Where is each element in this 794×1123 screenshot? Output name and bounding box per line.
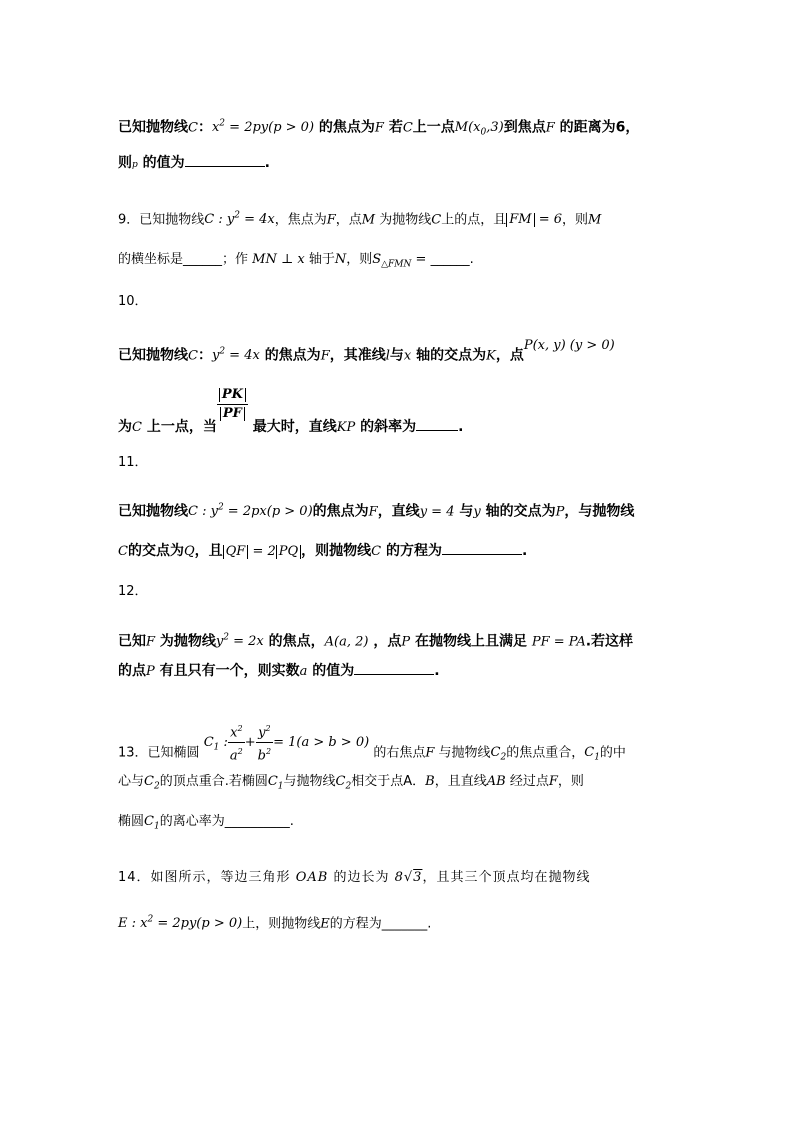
math: + [244,735,256,751]
text: 的边长为 [333,870,390,885]
math: C [118,544,128,559]
text: 上，则抛物线 [242,916,321,932]
math: FM = 6 [506,212,562,227]
text: 相交于点A． [351,774,426,789]
text: 椭圆 [118,814,145,829]
text: 在抛物线上且满足 [414,633,527,650]
text: ，点 [335,212,362,228]
text: 已知抛物线 [118,503,188,520]
math-fraction: $\frac{x^2}{a^2}$ [228,720,245,766]
text: 的焦点重合， [506,745,585,761]
text: 已知抛物线 [118,119,188,136]
text: 的离心率为__________. [159,814,294,829]
text: ，则 [557,774,584,789]
math-F: F [374,120,384,136]
answer-blank[interactable] [442,540,522,555]
answer-blank[interactable] [354,660,434,675]
math: K [486,348,496,364]
text: 有且只有一个，则实数 [159,663,300,679]
text: 的距离为6， [559,119,640,136]
text: 的横坐标是______；作 [118,252,249,267]
text: 的点 [118,663,146,679]
text: ，与抛物线 [564,503,635,520]
p11-line2 [118,540,527,562]
answer-blank[interactable] [185,152,265,167]
text: ，点 [373,633,402,650]
math: C [132,419,142,435]
text: . [434,663,440,679]
text: 的右焦点 [373,745,426,761]
math: $C_1$ [267,774,284,792]
math: F [548,774,558,789]
math: C : $y^2 = 2px(p > 0)$ [188,503,313,520]
math: E : $x^2 = 2py(p > 0)$ [118,915,243,932]
text: ： [197,347,212,364]
text: 的方程为 [385,543,442,559]
math: PF = PA [531,634,586,650]
text: ______. [430,252,474,267]
math-p: p [132,160,138,170]
math-F: F [545,120,555,136]
math: 8√3 [394,870,423,885]
p12-line2 [118,660,440,682]
math-C: C [402,120,413,136]
text: 为抛物线 [379,212,432,228]
text: 的中 [599,745,626,761]
math: P [555,504,565,520]
text: ，则抛物线 [301,543,372,559]
text: ，且直线 [434,774,487,789]
text: 轴的交点为 [485,503,556,520]
text: 12． [118,584,148,599]
p10-number [118,292,148,312]
math: $y^2 = 2x$ [215,633,264,650]
p8-line1 [118,114,639,143]
p9-line1 [118,206,601,230]
text: 经过点 [509,774,549,789]
text: 与 [389,347,404,364]
text: ，且 [194,543,223,559]
math: C [188,348,198,364]
text: ，直线 [377,503,420,520]
math: P [146,664,155,679]
text: . [264,155,270,171]
text: 13．已知椭圆 [118,745,200,761]
text: 则 [118,155,132,171]
text: 的焦点为 [318,119,375,136]
p14-line2 [118,910,431,934]
math: F [326,212,336,228]
text: 最大时，直线 [252,418,337,435]
text: 为 [118,418,132,435]
math: B [425,774,435,789]
math: l [385,348,390,364]
math: $C_2$ [335,774,352,792]
p11-number [118,453,148,473]
math: y = 4 [419,504,455,520]
text: 14．如图所示，等边三角形 [118,870,291,885]
text: 的焦点为 [312,503,369,520]
text: 为抛物线 [159,633,216,650]
math: x [403,348,412,364]
p10-line2 [118,376,464,435]
math: F [368,504,378,520]
text: 的焦点， [268,633,325,650]
text: ，则 [346,252,373,267]
p12-number [118,582,148,602]
math: M [588,212,602,228]
math: MN ⊥ x [252,252,305,267]
math: Q [183,544,195,559]
math: $S_{\triangle FMN}$ = [372,252,427,270]
text: 上一点 [412,119,455,136]
text: 的值为 [142,155,185,171]
text: 轴于 [308,252,335,267]
p13-line3 [118,812,294,837]
math: P(x, y) (y > 0) [523,338,615,354]
text: 的焦点为 [264,347,321,364]
math: A(a, 2) [324,634,369,650]
text: ，则 [562,212,589,228]
p12-line1 [118,628,633,652]
text: 与 [459,503,474,520]
math: F [425,745,435,761]
text: 与抛物线 [283,774,336,789]
math: QF = 2 PQ [223,544,302,559]
p14-line1 [118,868,590,888]
text: 的方程为_______. [329,916,432,932]
math: $y^2 = 4x$ [211,347,260,364]
math: C [371,544,382,559]
math: E [320,916,330,932]
p8-line2 [118,152,270,175]
text: ，其准线 [329,347,386,364]
text: 已知抛物线 [118,347,188,364]
math: F [320,348,330,364]
answer-blank[interactable] [416,416,458,431]
math: F [146,634,156,650]
math: $C_1$ [584,745,600,763]
math-fraction: $\frac{PK}{PF}$ [217,386,248,423]
text: 的值为 [312,663,355,679]
text: 心与 [118,774,145,789]
math: y [473,504,481,520]
p10-line1 [118,338,615,366]
p13-line2 [118,772,584,797]
p11-line1 [118,498,634,522]
text: 与抛物线 [438,745,491,761]
text: 11． [118,455,148,470]
math-M: $M(x_0,3)$ [454,120,504,138]
math: C [431,212,442,228]
text: ，点 [495,347,524,364]
text: 上一点，当 [146,418,217,435]
text: 上的点，且 [441,212,507,228]
text: . [521,543,528,559]
text: . [458,418,464,435]
p13-line1 [118,724,626,776]
text: 10． [118,294,148,309]
text: 的斜率为 [360,418,417,435]
text: 轴的交点为 [416,347,487,364]
text: 已知 [118,633,146,650]
text: 9．已知抛物线 [118,212,205,228]
text: ： [197,119,212,136]
math: M [361,212,376,228]
math: N [334,252,347,267]
text: 的顶点重合.若椭圆 [159,774,268,789]
text: 到焦点 [503,119,546,136]
math: AB [486,774,506,789]
text: ，且其三个顶点均在抛物线 [422,870,591,885]
p9-line2 [118,250,474,275]
math: $C_2$ [490,745,507,763]
math: OAB [295,870,329,885]
math: P [401,634,411,650]
text: ，焦点为 [274,212,327,228]
math-C: C [188,120,198,136]
text: .若这样 [585,633,634,650]
math: = 1(a > b > 0) [273,735,370,751]
math-fraction: $\frac{y^2}{b^2}$ [256,720,273,766]
math: KP [336,419,356,435]
text: 的交点为 [127,543,184,559]
math: C : $y^2 = 4x$ [204,211,275,228]
math: $C_2$ [144,774,160,792]
math-eq: $x^2 = 2py(p > 0)$ [211,119,315,136]
math: a [299,664,308,679]
text: 若 [388,119,403,136]
math: $C_1$ : [203,735,228,753]
math: $C_1$ [144,814,160,832]
